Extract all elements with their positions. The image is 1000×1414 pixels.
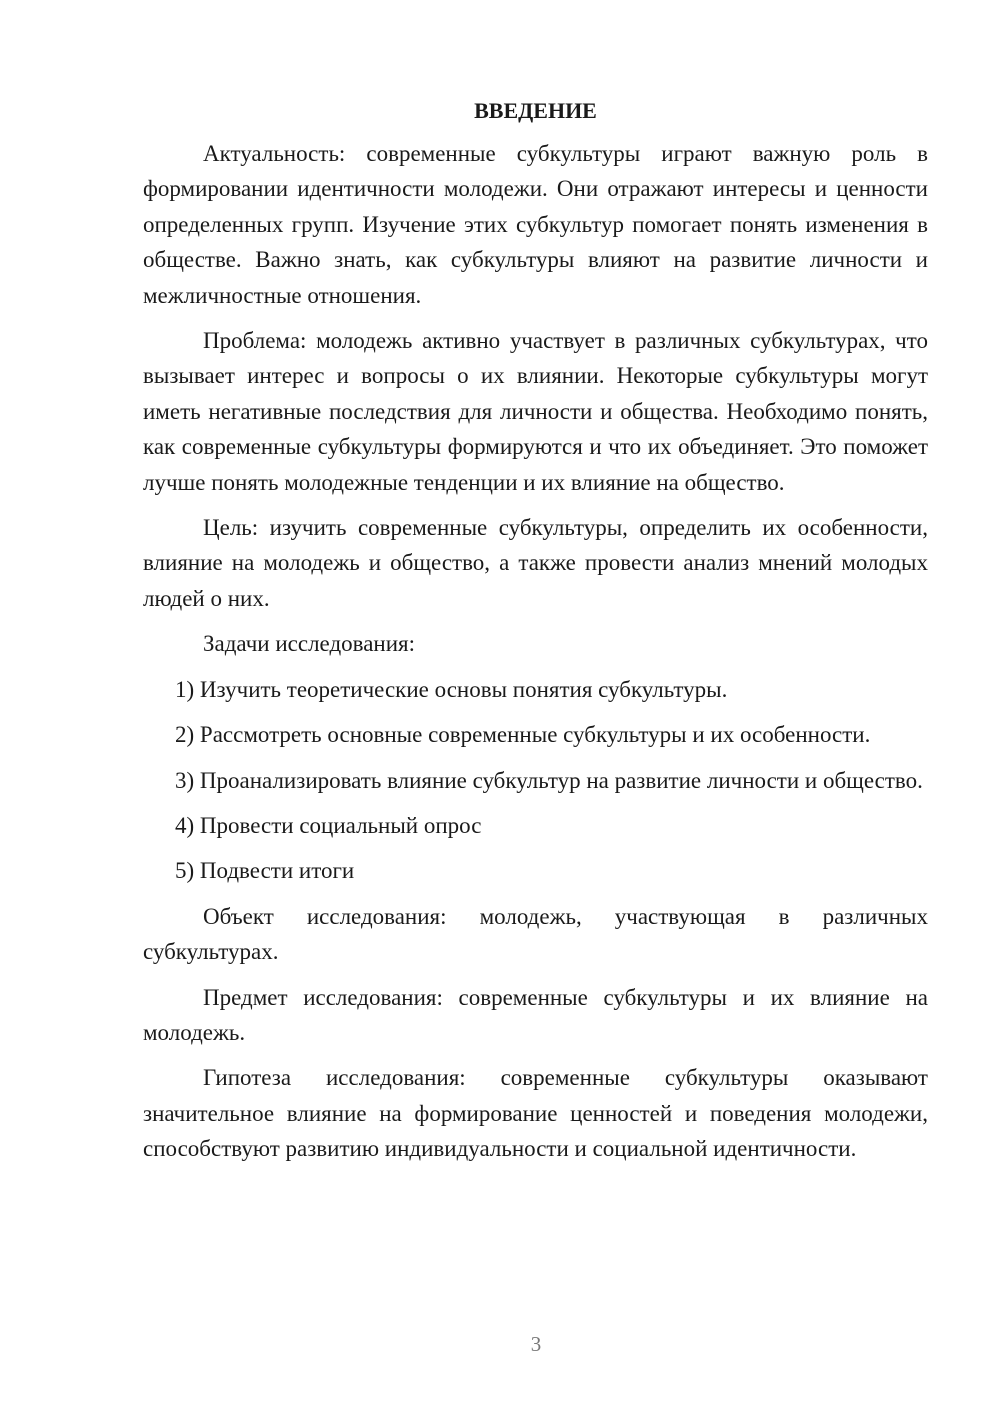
task-item-2: 2) Рассмотреть основные современные субкультуры и их особенности.	[175, 722, 871, 748]
paragraph-goal: Цель: изучить современные субкультуры, определить их особенности, влияние на молодежь и общество, а также провести анализ мнений молодых людей о них.	[143, 515, 928, 611]
section-title: ВВЕДЕНИЕ	[474, 98, 597, 123]
paragraph-tasks-heading: Задачи исследования:	[203, 631, 416, 657]
paragraph-hypothesis: Гипотеза исследования: современные субкультуры оказывают значительное влияние на формирование ценностей и поведения молодежи, способствуют развитию индивидуальности и социальной идентичности.	[143, 1065, 928, 1162]
task-item-4: 4) Провести социальный опрос	[175, 812, 482, 838]
task-item-5: 5) Подвести итоги	[175, 858, 355, 884]
paragraph-relevance: Актуальность: современные субкультуры играют важную роль в формировании идентичности молодежи. Они отражают интересы и ценности определенных групп. Изучение этих субкультур помогает понять изменения в обществе. Важно знать, как субкультуры влияют на развитие личности и межличностные отношения.	[143, 141, 928, 308]
task-item-3: 3) Проанализировать влияние субкультур на развитие личности и общество.	[175, 767, 923, 793]
document-body	[143, 93, 928, 1177]
paragraph-subject: Предмет исследования: современные субкультуры и их влияние на молодежь.	[143, 984, 928, 1045]
paragraph-object: Объект исследования: молодежь, участвующая в различных субкультурах.	[143, 903, 928, 965]
task-item-1: 1) Изучить теоретические основы понятия субкультуры.	[175, 676, 728, 702]
page-number: 3	[530, 1332, 542, 1356]
paragraph-problem: Проблема: молодежь активно участвует в различных субкультурах, что вызывает интерес и вопросы о их влиянии. Некоторые субкультуры могут иметь негативные последствия для личности и общества. Необходимо понять, как современные субкультуры формируются и что их объединяет. Это поможет лучше понять молодежные тенденции и их влияние на общество.	[143, 328, 928, 495]
